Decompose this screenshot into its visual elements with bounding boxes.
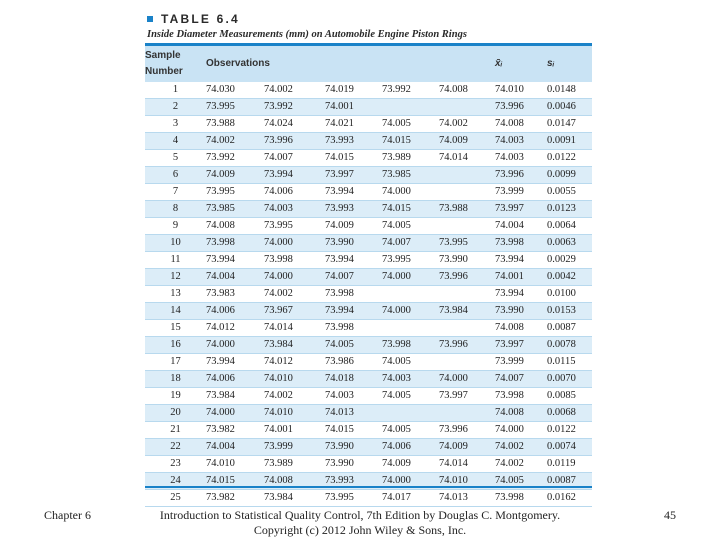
table-row [145, 405, 592, 422]
observation-2-cell: 74.000 [264, 235, 325, 252]
observation-1-cell: 73.982 [206, 422, 264, 439]
header-row [145, 46, 592, 82]
table-row [145, 235, 592, 252]
observation-5-cell [439, 354, 495, 371]
observation-2-cell: 74.002 [264, 388, 325, 405]
observation-5-cell: 73.990 [439, 252, 495, 269]
observation-2-cell: 73.984 [264, 490, 325, 507]
sample-sd-header: sᵢ [547, 46, 592, 82]
sample-number-cell: 23 [145, 456, 206, 473]
sample-mean-cell: 73.996 [495, 167, 547, 184]
citation-line-2: Copyright (c) 2012 John Wiley & Sons, Inc. [253, 523, 467, 537]
observation-1-cell: 74.000 [206, 405, 264, 422]
table-number: TABLE 6.4 [161, 12, 240, 26]
observation-4-cell: 73.998 [382, 337, 439, 354]
sample-mean-cell: 74.002 [495, 439, 547, 456]
observation-2-cell: 74.008 [264, 473, 325, 490]
observation-1-cell: 73.982 [206, 490, 264, 507]
observation-2-cell: 74.000 [264, 269, 325, 286]
observation-1-cell: 73.985 [206, 201, 264, 218]
sample-sd-cell: 0.0087 [547, 320, 592, 337]
observation-3-cell: 73.990 [325, 439, 382, 456]
sample-sd-cell: 0.0122 [547, 422, 592, 439]
sample-number-cell: 10 [145, 235, 206, 252]
observation-1-cell: 73.994 [206, 354, 264, 371]
observation-1-cell: 73.983 [206, 286, 264, 303]
table-row [145, 456, 592, 473]
observation-5-cell: 74.014 [439, 150, 495, 167]
sample-number-cell: 1 [145, 82, 206, 99]
observation-5-cell [439, 184, 495, 201]
square-bullet-icon [147, 16, 153, 22]
observation-5-cell: 74.009 [439, 133, 495, 150]
sample-mean-cell: 73.998 [495, 235, 547, 252]
sample-number-cell: 20 [145, 405, 206, 422]
sample-mean-cell: 74.003 [495, 150, 547, 167]
observation-3-cell: 73.995 [325, 490, 382, 507]
chapter-label: Chapter 6 [44, 508, 91, 522]
observation-3-cell: 73.994 [325, 184, 382, 201]
sample-number-cell: 15 [145, 320, 206, 337]
sample-sd-cell: 0.0147 [547, 116, 592, 133]
table-caption: Inside Diameter Measurements (mm) on Automobile Engine Piston Rings [147, 29, 467, 40]
observation-3-cell: 74.005 [325, 337, 382, 354]
table-row [145, 218, 592, 235]
sample-sd-cell: 0.0148 [547, 82, 592, 99]
table-row [145, 439, 592, 456]
observation-2-cell: 74.006 [264, 184, 325, 201]
observation-1-cell: 74.015 [206, 473, 264, 490]
observation-3-cell: 74.009 [325, 218, 382, 235]
sample-mean-cell: 74.008 [495, 320, 547, 337]
observation-1-cell: 74.006 [206, 371, 264, 388]
observation-1-cell: 73.998 [206, 235, 264, 252]
observation-3-cell: 74.013 [325, 405, 382, 422]
observation-3-cell: 73.993 [325, 473, 382, 490]
sample-mean-cell: 73.994 [495, 252, 547, 269]
sample-mean-cell: 74.002 [495, 456, 547, 473]
sample-mean-cell: 73.994 [495, 286, 547, 303]
observation-4-cell: 74.005 [382, 116, 439, 133]
sample-number-cell: 6 [145, 167, 206, 184]
sample-number-cell: 19 [145, 388, 206, 405]
page-number: 45 [664, 508, 676, 522]
observation-2-cell: 74.010 [264, 371, 325, 388]
sample-sd-cell: 0.0122 [547, 150, 592, 167]
sample-sd-cell: 0.0070 [547, 371, 592, 388]
sample-number-cell: 18 [145, 371, 206, 388]
observation-1-cell: 73.995 [206, 99, 264, 116]
observation-5-cell: 74.014 [439, 456, 495, 473]
observation-2-cell: 74.003 [264, 201, 325, 218]
sample-sd-cell: 0.0063 [547, 235, 592, 252]
observation-1-cell: 73.984 [206, 388, 264, 405]
sample-number-cell: 25 [145, 490, 206, 507]
sample-sd-cell: 0.0153 [547, 303, 592, 320]
observation-5-cell: 73.996 [439, 269, 495, 286]
sample-mean-cell: 74.007 [495, 371, 547, 388]
piston-ring-table [145, 46, 592, 507]
observation-4-cell: 73.992 [382, 82, 439, 99]
sample-number-cell: 16 [145, 337, 206, 354]
sample-mean-cell: 74.008 [495, 116, 547, 133]
sample-sd-cell: 0.0099 [547, 167, 592, 184]
observation-4-cell: 74.009 [382, 456, 439, 473]
observation-4-cell: 74.003 [382, 371, 439, 388]
observation-5-cell: 73.996 [439, 422, 495, 439]
observation-3-cell: 73.990 [325, 456, 382, 473]
observation-3-cell: 73.993 [325, 133, 382, 150]
observation-1-cell: 74.009 [206, 167, 264, 184]
table-row [145, 490, 592, 507]
sample-number-cell: 13 [145, 286, 206, 303]
sample-sd-cell: 0.0087 [547, 473, 592, 490]
sample-number-cell: 12 [145, 269, 206, 286]
table-bottom-rule [145, 486, 592, 488]
observation-2-cell: 73.967 [264, 303, 325, 320]
observation-4-cell: 74.005 [382, 388, 439, 405]
observation-1-cell: 74.000 [206, 337, 264, 354]
sample-mean-cell: 73.998 [495, 490, 547, 507]
table-row [145, 252, 592, 269]
observation-2-cell: 74.012 [264, 354, 325, 371]
sample-mean-cell: 74.008 [495, 405, 547, 422]
observation-1-cell: 74.010 [206, 456, 264, 473]
observation-1-cell: 73.988 [206, 116, 264, 133]
observation-5-cell: 73.995 [439, 235, 495, 252]
sample-sd-cell: 0.0119 [547, 456, 592, 473]
sample-sd-cell: 0.0042 [547, 269, 592, 286]
observation-2-cell: 74.024 [264, 116, 325, 133]
sample-sd-cell: 0.0078 [547, 337, 592, 354]
table-row [145, 167, 592, 184]
sample-number-header: Sample Number [145, 46, 206, 82]
observation-4-cell [382, 405, 439, 422]
sample-number-cell: 21 [145, 422, 206, 439]
observation-1-cell: 74.002 [206, 133, 264, 150]
observation-5-cell: 74.002 [439, 116, 495, 133]
observation-3-cell: 74.015 [325, 150, 382, 167]
table-row [145, 286, 592, 303]
observation-3-cell: 73.998 [325, 286, 382, 303]
observation-3-cell: 74.003 [325, 388, 382, 405]
table-row [145, 354, 592, 371]
data-table-container [145, 46, 592, 507]
observation-2-cell: 74.002 [264, 286, 325, 303]
observation-1-cell: 74.030 [206, 82, 264, 99]
table-row [145, 422, 592, 439]
sample-mean-cell: 73.999 [495, 184, 547, 201]
observation-1-cell: 74.012 [206, 320, 264, 337]
observation-5-cell: 73.996 [439, 337, 495, 354]
observation-3-cell: 74.018 [325, 371, 382, 388]
sample-sd-cell: 0.0074 [547, 439, 592, 456]
citation-line-1: Introduction to Statistical Quality Control, 7th Edition by Douglas C. Montgomery. [159, 508, 561, 522]
observation-3-cell: 73.993 [325, 201, 382, 218]
observation-3-cell: 73.998 [325, 320, 382, 337]
observation-3-cell: 74.001 [325, 99, 382, 116]
table-row [145, 150, 592, 167]
sample-sd-cell: 0.0085 [547, 388, 592, 405]
observation-4-cell [382, 286, 439, 303]
sample-number-cell: 24 [145, 473, 206, 490]
sample-number-cell: 5 [145, 150, 206, 167]
observation-4-cell: 74.017 [382, 490, 439, 507]
sample-mean-cell: 74.004 [495, 218, 547, 235]
sample-number-cell: 7 [145, 184, 206, 201]
observation-4-cell: 73.989 [382, 150, 439, 167]
sample-mean-cell: 73.999 [495, 354, 547, 371]
observation-3-cell: 73.990 [325, 235, 382, 252]
observation-4-cell: 73.995 [382, 252, 439, 269]
observation-2-cell: 73.996 [264, 133, 325, 150]
observation-3-cell: 74.019 [325, 82, 382, 99]
observation-5-cell [439, 405, 495, 422]
observation-5-cell [439, 218, 495, 235]
observation-4-cell: 74.006 [382, 439, 439, 456]
sample-mean-cell: 74.003 [495, 133, 547, 150]
sample-sd-cell: 0.0091 [547, 133, 592, 150]
sample-number-cell: 8 [145, 201, 206, 218]
sample-number-cell: 9 [145, 218, 206, 235]
observation-1-cell: 74.004 [206, 439, 264, 456]
observation-2-cell: 73.992 [264, 99, 325, 116]
table-row [145, 184, 592, 201]
table-row [145, 388, 592, 405]
table-row [145, 269, 592, 286]
sample-mean-cell: 74.001 [495, 269, 547, 286]
observation-5-cell: 73.984 [439, 303, 495, 320]
sample-sd-cell: 0.0055 [547, 184, 592, 201]
observation-4-cell: 74.015 [382, 133, 439, 150]
observation-3-cell: 74.007 [325, 269, 382, 286]
observation-4-cell: 74.005 [382, 218, 439, 235]
observation-4-cell: 74.000 [382, 303, 439, 320]
sample-mean-cell: 73.997 [495, 337, 547, 354]
sample-mean-cell: 73.990 [495, 303, 547, 320]
sample-sd-cell: 0.0162 [547, 490, 592, 507]
observation-2-cell: 73.999 [264, 439, 325, 456]
observation-2-cell: 73.995 [264, 218, 325, 235]
observation-3-cell: 73.994 [325, 303, 382, 320]
observation-3-cell: 73.997 [325, 167, 382, 184]
sample-sd-cell: 0.0064 [547, 218, 592, 235]
sample-mean-cell: 73.996 [495, 99, 547, 116]
table-row [145, 133, 592, 150]
sample-mean-cell: 73.998 [495, 388, 547, 405]
observation-5-cell: 74.010 [439, 473, 495, 490]
sample-number-cell: 2 [145, 99, 206, 116]
observation-3-cell: 73.994 [325, 252, 382, 269]
sample-number-cell: 17 [145, 354, 206, 371]
observation-5-cell: 73.997 [439, 388, 495, 405]
observation-4-cell: 74.015 [382, 201, 439, 218]
observation-5-cell: 73.988 [439, 201, 495, 218]
table-row [145, 116, 592, 133]
sample-sd-cell: 0.0029 [547, 252, 592, 269]
sample-number-cell: 4 [145, 133, 206, 150]
sample-sd-cell: 0.0115 [547, 354, 592, 371]
observation-5-cell [439, 99, 495, 116]
table-row [145, 201, 592, 218]
observation-3-cell: 74.015 [325, 422, 382, 439]
observation-5-cell: 74.009 [439, 439, 495, 456]
table-row [145, 337, 592, 354]
observation-2-cell: 74.007 [264, 150, 325, 167]
sample-sd-cell: 0.0068 [547, 405, 592, 422]
table-row [145, 371, 592, 388]
observation-4-cell [382, 99, 439, 116]
observation-4-cell: 73.985 [382, 167, 439, 184]
observation-2-cell: 73.989 [264, 456, 325, 473]
observation-5-cell: 74.008 [439, 82, 495, 99]
observation-4-cell: 74.007 [382, 235, 439, 252]
observation-4-cell: 74.005 [382, 422, 439, 439]
observation-4-cell: 74.005 [382, 354, 439, 371]
observation-4-cell: 74.000 [382, 473, 439, 490]
sample-mean-header: x̄ᵢ [495, 46, 547, 82]
observation-5-cell [439, 286, 495, 303]
observation-1-cell: 73.992 [206, 150, 264, 167]
observation-2-cell: 74.001 [264, 422, 325, 439]
observation-2-cell: 74.010 [264, 405, 325, 422]
observation-3-cell: 73.986 [325, 354, 382, 371]
observation-4-cell: 74.000 [382, 269, 439, 286]
observation-2-cell: 74.002 [264, 82, 325, 99]
observation-1-cell: 74.006 [206, 303, 264, 320]
sample-number-cell: 3 [145, 116, 206, 133]
sample-sd-cell: 0.0046 [547, 99, 592, 116]
observation-1-cell: 73.994 [206, 252, 264, 269]
observation-4-cell: 74.000 [382, 184, 439, 201]
observation-1-cell: 74.008 [206, 218, 264, 235]
observation-1-cell: 74.004 [206, 269, 264, 286]
observation-2-cell: 73.998 [264, 252, 325, 269]
table-label [147, 11, 240, 27]
observation-2-cell: 73.994 [264, 167, 325, 184]
table-row [145, 99, 592, 116]
table-row [145, 320, 592, 337]
sample-mean-cell: 73.997 [495, 201, 547, 218]
table-body [145, 82, 592, 507]
sample-mean-cell: 74.005 [495, 473, 547, 490]
sample-mean-cell: 74.000 [495, 422, 547, 439]
citation [140, 508, 580, 538]
sample-sd-cell: 0.0100 [547, 286, 592, 303]
observation-2-cell: 74.014 [264, 320, 325, 337]
table-row [145, 303, 592, 320]
observation-5-cell: 74.000 [439, 371, 495, 388]
observation-5-cell: 74.013 [439, 490, 495, 507]
observation-4-cell [382, 320, 439, 337]
sample-number-cell: 11 [145, 252, 206, 269]
sample-mean-cell: 74.010 [495, 82, 547, 99]
observation-5-cell [439, 320, 495, 337]
observation-5-cell [439, 167, 495, 184]
sample-number-cell: 14 [145, 303, 206, 320]
observation-3-cell: 74.021 [325, 116, 382, 133]
observations-header: Observations [206, 46, 495, 82]
sample-number-cell: 22 [145, 439, 206, 456]
sample-sd-cell: 0.0123 [547, 201, 592, 218]
observation-1-cell: 73.995 [206, 184, 264, 201]
table-row [145, 82, 592, 99]
observation-2-cell: 73.984 [264, 337, 325, 354]
